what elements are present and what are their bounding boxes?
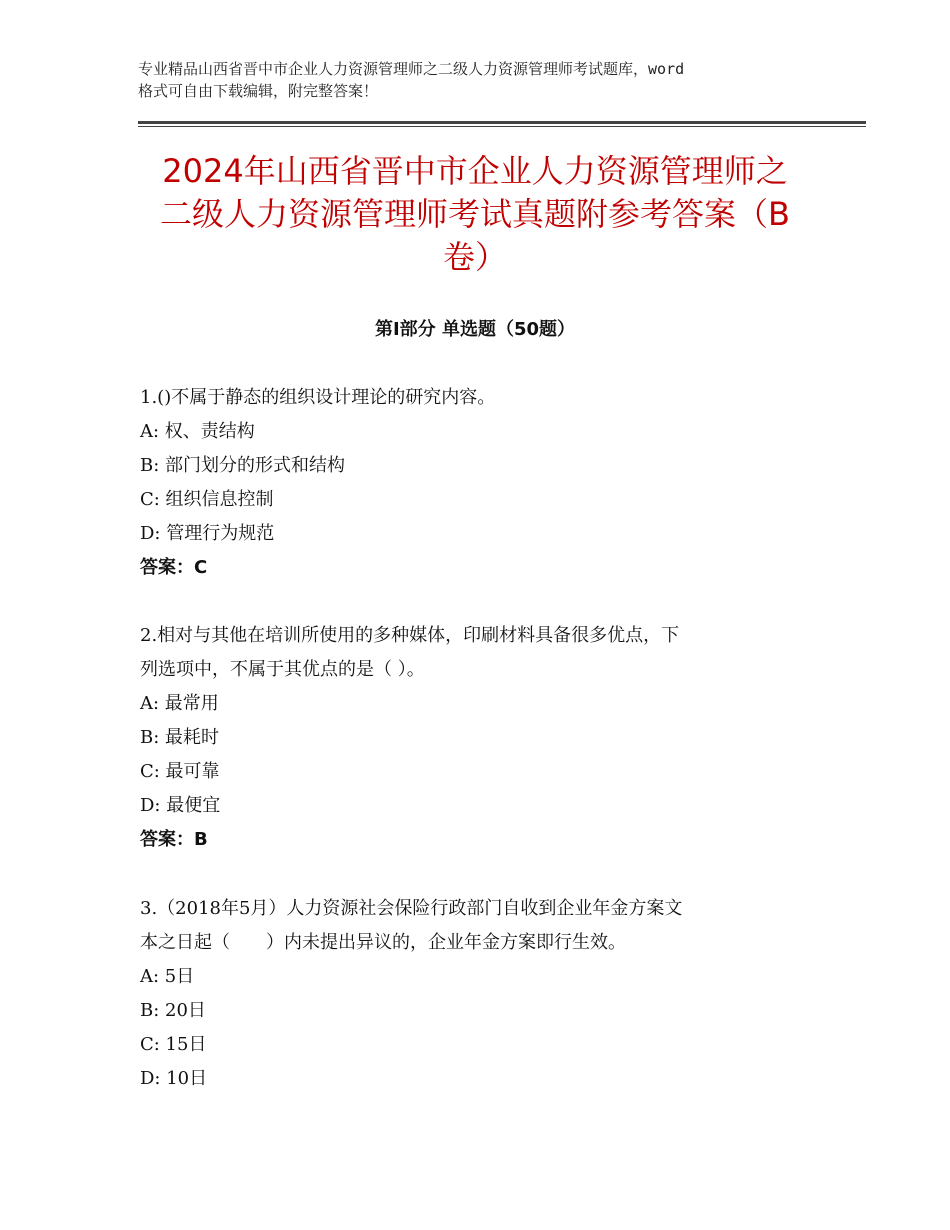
option-b: B: 部门划分的形式和结构 — [140, 455, 346, 476]
option-b: B: 20日 — [140, 1000, 206, 1021]
section-title: 第Ⅰ部分 单选题（50题） — [374, 319, 575, 340]
question-stem-line-1: 2.相对与其他在培训所使用的多种媒体，印刷材料具备很多优点，下 — [140, 625, 680, 646]
option-a: A: 最常用 — [140, 693, 219, 714]
question-1 — [140, 381, 810, 585]
question-3 — [140, 892, 810, 1096]
question-stem-line-2: 列选项中，不属于其优点的是（ ）。 — [140, 659, 425, 680]
header-rule-thin — [138, 126, 866, 127]
question-stem-line-1: 3.（2018年5月）人力资源社会保险行政部门自收到企业年金方案文 — [140, 898, 683, 919]
option-d: D: 管理行为规范 — [140, 523, 275, 544]
question-2 — [140, 619, 810, 857]
title-line-2: 二级人力资源管理师考试真题附参考答案（B — [160, 195, 790, 233]
header-rule-thick — [138, 121, 866, 124]
answer: 答案：C — [140, 557, 208, 578]
option-a: A: 5日 — [140, 966, 195, 987]
option-b: B: 最耗时 — [140, 727, 220, 748]
option-d: D: 10日 — [140, 1068, 208, 1089]
question-stem-line-2: 本之日起（ ）内未提出异议的，企业年金方案即行生效。 — [140, 932, 626, 953]
title-line-1: 2024年山西省晋中市企业人力资源管理师之 — [162, 152, 788, 190]
document-title — [130, 150, 820, 279]
header-note-line-2: 格式可自由下载编辑，附完整答案！ — [138, 82, 379, 100]
title-line-3: 卷） — [442, 238, 507, 276]
question-stem: 1.()不属于静态的组织设计理论的研究内容。 — [140, 387, 496, 408]
option-d: D: 最便宜 — [140, 795, 221, 816]
answer: 答案：B — [140, 829, 208, 850]
option-c: C: 15日 — [140, 1034, 207, 1055]
header-note-line-1: 专业精品山西省晋中市企业人力资源管理师之二级人力资源管理师考试题库，word — [138, 60, 685, 78]
option-c: C: 最可靠 — [140, 761, 220, 782]
option-a: A: 权、责结构 — [140, 421, 255, 442]
header-note — [138, 58, 828, 102]
option-c: C: 组织信息控制 — [140, 489, 274, 510]
